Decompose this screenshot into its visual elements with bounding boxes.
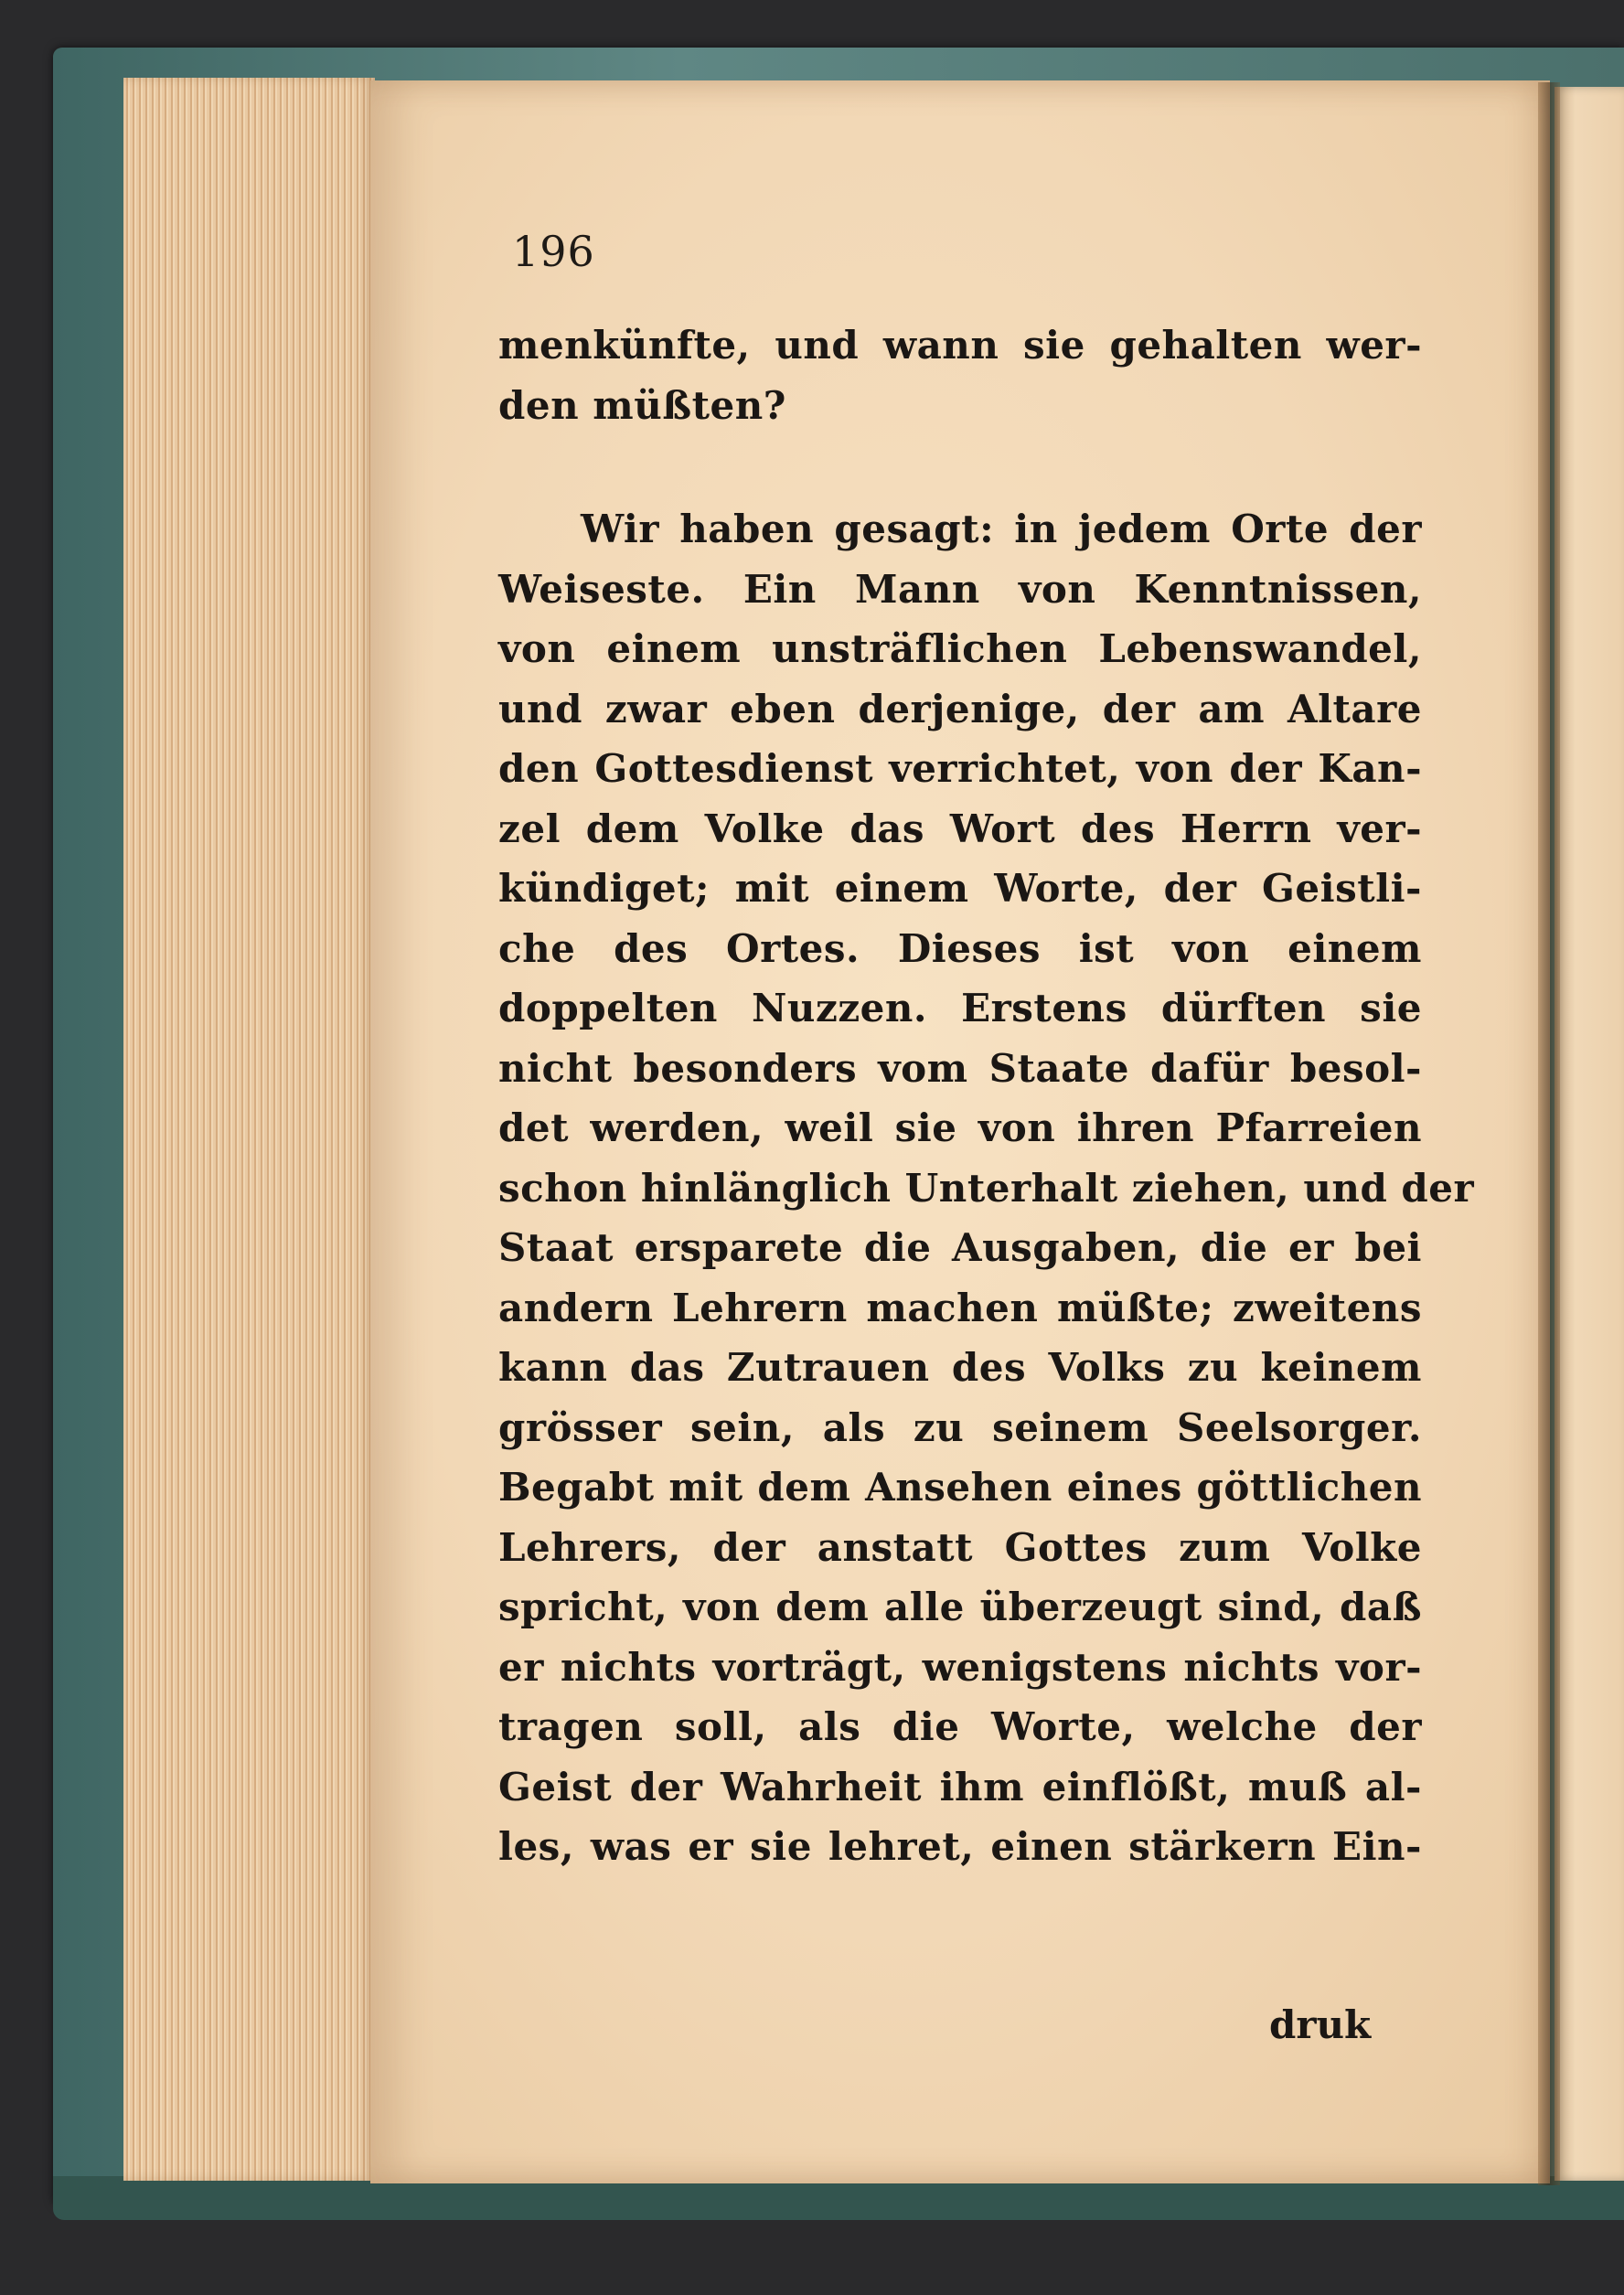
book-gutter — [1538, 82, 1560, 2185]
text-line: zel dem Volke das Wort des Herrn ver- — [498, 806, 1422, 851]
page-stack-edge — [123, 78, 375, 2181]
text-line: Staat ersparete die Ausgaben, die er bei — [498, 1225, 1422, 1270]
text-line: schon hinlänglich Unterhalt ziehen, und der — [498, 1165, 1475, 1211]
text-line: Lehrers, der anstatt Gottes zum Volke — [498, 1524, 1422, 1570]
text-line: er nichts vorträgt, wenigstens nichts vor- — [498, 1644, 1422, 1690]
text-line: kündiget; mit einem Worte, der Geistli- — [498, 866, 1422, 911]
text-line: andern Lehrern machen müßte; zweitens — [498, 1285, 1422, 1330]
page-number: 196 — [512, 227, 595, 276]
catchword: druk — [1269, 2002, 1372, 2047]
text-line: den müßten? — [498, 382, 786, 428]
text-line: grösser sein, als zu seinem Seelsorger. — [498, 1404, 1422, 1450]
text-line: spricht, von dem alle überzeugt sind, daß — [498, 1585, 1422, 1629]
page-text — [498, 315, 1475, 1877]
facing-page-edge — [1555, 87, 1624, 2181]
text-line: und zwar eben derjenige, der am Altare — [498, 686, 1422, 731]
text-line: che des Ortes. Dieses ist von einem — [498, 925, 1422, 971]
text-line: menkünfte, und wann sie gehalten wer- — [498, 323, 1422, 368]
text-line: tragen soll, als die Worte, welche der — [498, 1704, 1422, 1749]
text-line: Weiseste. Ein Mann von Kenntnissen, — [498, 566, 1422, 612]
text-line: Wir haben gesagt: in jedem Orte der — [581, 507, 1422, 551]
text-line: kann das Zutrauen des Volks zu keinem — [498, 1345, 1422, 1390]
text-line: doppelten Nuzzen. Erstens dürften sie — [498, 986, 1422, 1030]
text-line: det werden, weil sie von ihren Pfarreien — [498, 1105, 1422, 1150]
text-line: nicht besonders vom Staate dafür besol- — [498, 1045, 1422, 1091]
text-line: den Gottesdienst verrichtet, von der Kan- — [498, 746, 1422, 791]
text-line: Geist der Wahrheit ihm einflößt, muß al- — [498, 1764, 1422, 1809]
text-line: von einem unsträflichen Lebenswandel, — [498, 626, 1422, 671]
text-line: Begabt mit dem Ansehen eines göttlichen — [498, 1465, 1422, 1510]
text-line: les, was er sie lehret, einen stärkern Ein- — [498, 1824, 1422, 1869]
paragraph-gap — [498, 435, 1422, 499]
